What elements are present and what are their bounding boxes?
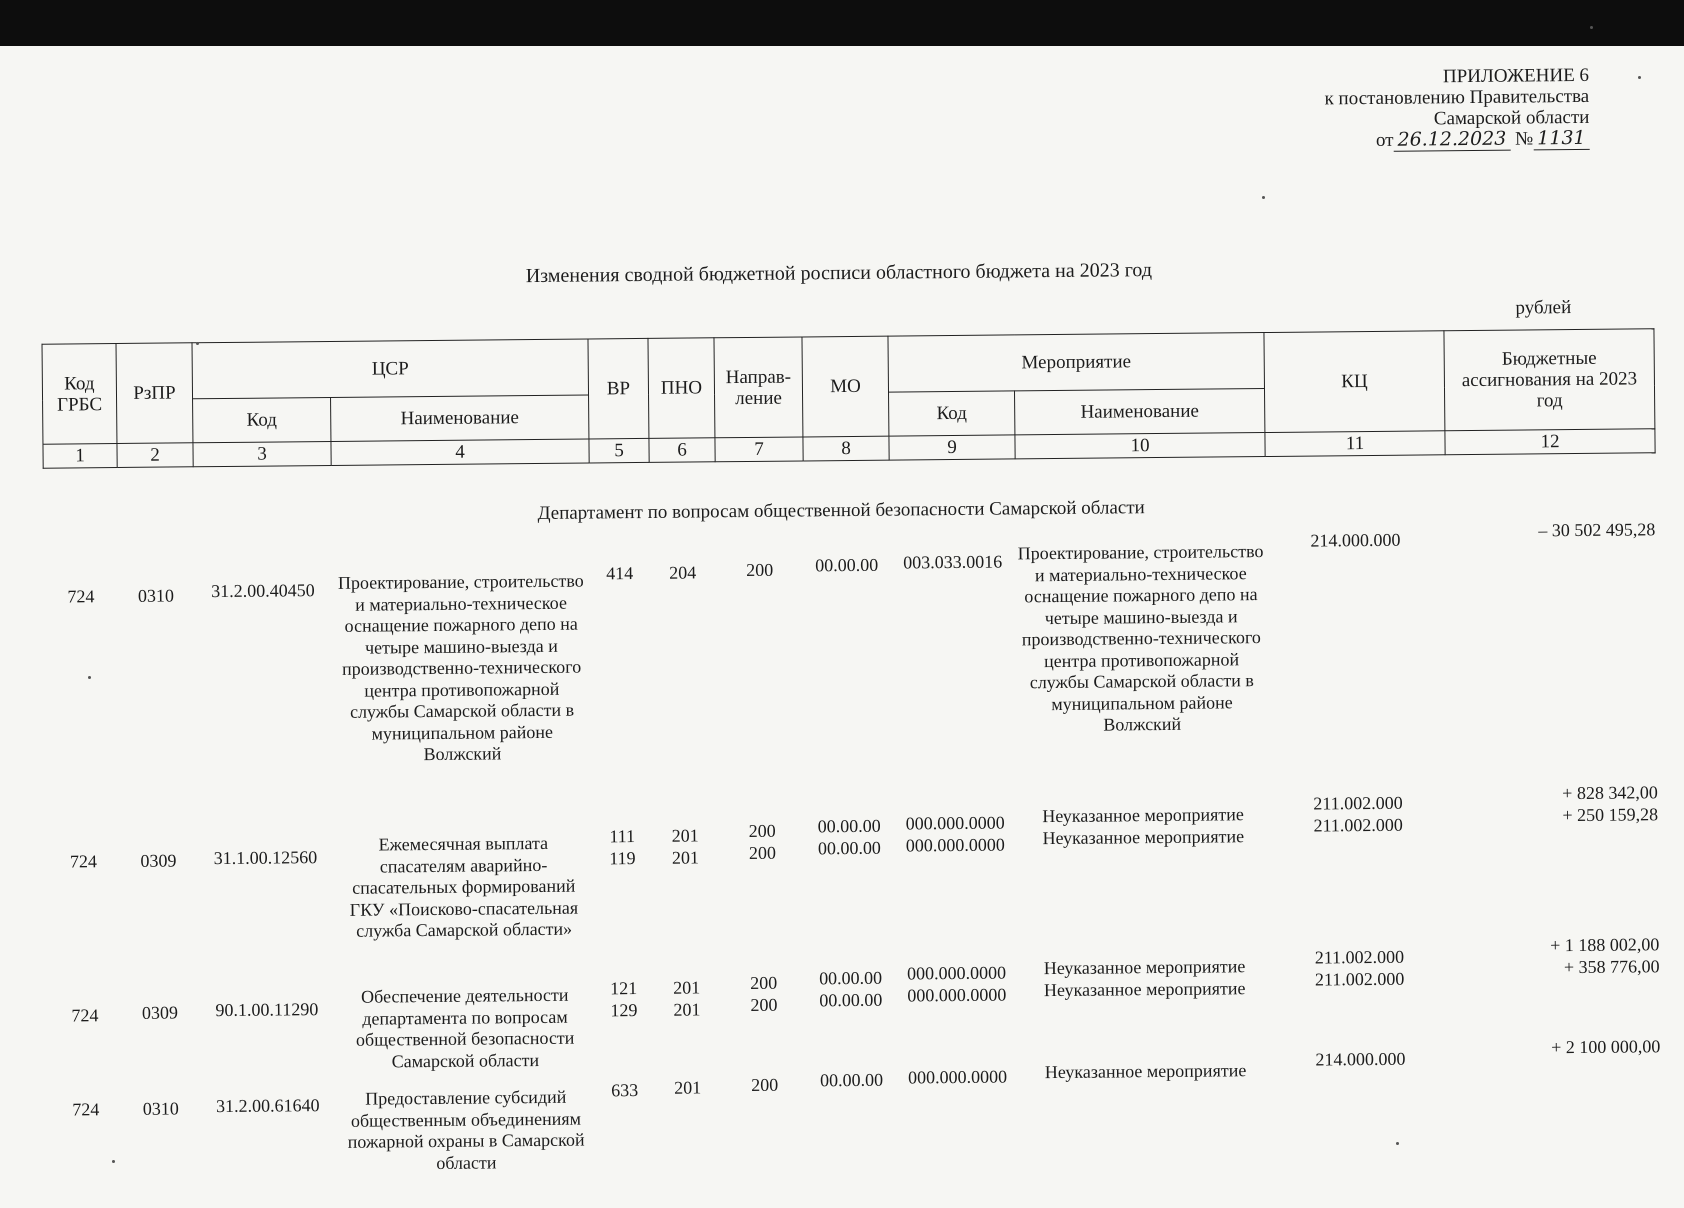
header-rzpr: РзПР (116, 343, 193, 444)
value-line: 211.002.000 (1314, 968, 1405, 990)
header-meropriyatie: Мероприятие (888, 333, 1265, 393)
number-prefix: № (1515, 128, 1534, 150)
value-line: 129 (610, 999, 638, 1020)
cell-csr: 31.2.00.61640 (215, 1095, 320, 1117)
cell-mer-kod: 000.000.0000 (907, 1066, 1008, 1088)
value-line: 000.000.0000 (905, 812, 1005, 834)
cell-rzpr: 0309 (141, 1002, 179, 1023)
header-mer-kod: Код (889, 391, 1015, 436)
cell-csr-name: Предоставление субсидий общественным объединениям пожарной охраны в Самарской области (347, 1086, 585, 1173)
cell-mo: 00.00.00 (820, 1069, 884, 1091)
date-prefix: от (1375, 129, 1394, 151)
header-kod-grbs: Код ГРБС (42, 344, 117, 445)
scan-speck (88, 676, 91, 679)
header-csr-kod: Код (193, 397, 331, 442)
cell-csr: 31.1.00.12560 (213, 847, 318, 869)
value-line: 211.002.000 (1314, 946, 1405, 968)
value-line: + 250 159,28 (1562, 803, 1659, 825)
value-line: 000.000.0000 (905, 834, 1005, 855)
value-line: 200 (748, 842, 777, 863)
value-line: 00.00.00 (817, 837, 881, 858)
appendix-line: к постановлению Правительства (1324, 85, 1590, 110)
scan-speck (1638, 76, 1641, 79)
cell-mo: 00.00.00 (815, 554, 879, 576)
cell-rzpr: 0309 (140, 850, 177, 871)
appendix-title: ПРИЛОЖЕНИЕ 6 (1442, 64, 1590, 88)
appendix-date-line (1270, 128, 1590, 152)
value-line: + 828 342,00 (1562, 782, 1658, 804)
appendix-header (1269, 65, 1590, 152)
cell-kc (1269, 946, 1449, 991)
scan-speck (196, 342, 199, 345)
value-line: 00.00.00 (819, 967, 883, 989)
cell-vr: 414 (606, 563, 634, 584)
value-line: 111 (609, 826, 636, 847)
header-mo: МО (802, 336, 889, 437)
cell-csr-name: Проектирование, строительство и материально-техническое оснащение пожарного депо на четыре машино-выезда и производственно-технического центра противопожарной службы Самарской области в муниципальном районе Волжский (337, 570, 584, 765)
cell-pno: 201 (674, 1077, 702, 1098)
cell-pno (654, 977, 720, 1021)
cell-vr (594, 978, 654, 1022)
cell-mer-name (1019, 956, 1269, 1001)
value-line: 200 (748, 820, 776, 841)
scan-speck (112, 1160, 115, 1163)
value-line: + 358 776,00 (1563, 955, 1660, 977)
cell-mer-name: Проектирование, строительство и материально-техническое оснащение пожарного депо на четыре машино-выезда и производственно-технического центра противопожарной службы Самарской области в муниципальном районе Волжский (1017, 541, 1264, 735)
column-number: 5 (589, 438, 649, 463)
cell-mer-kod (893, 962, 1019, 1006)
table-header (42, 328, 1656, 468)
value-line: 000.000.0000 (906, 962, 1007, 984)
appendix-line: Самарской области (1433, 106, 1590, 130)
column-number: 4 (331, 439, 589, 465)
cell-csr-name: Обеспечение деятельности департамента по вопросам общественной безопасности Самарской области (355, 984, 575, 1071)
scan-speck (1396, 1142, 1399, 1145)
value-line: 000.000.0000 (907, 984, 1007, 1005)
cell-amount: + 2 100 000,00 (1551, 1036, 1661, 1058)
cell-vr (592, 826, 652, 870)
value-line: Неуказанное мероприятие (1042, 825, 1245, 848)
cell-amount (1449, 934, 1659, 979)
document-title: Изменения сводной бюджетной росписи областного бюджета на 2023 год (525, 259, 1153, 288)
scan-speck (1262, 196, 1265, 199)
header-napravlenie: Направ-ление (714, 337, 803, 438)
cell-mer-name: Неуказанное мероприятие (1044, 1060, 1247, 1083)
department-heading: Департамент по вопросам общественной безопасности Самарской области (537, 497, 1145, 524)
column-number: 7 (715, 437, 803, 462)
cell-csr: 90.1.00.11290 (215, 999, 319, 1021)
table-row (48, 1036, 1661, 1173)
cell-kc: 214.000.000 (1315, 1048, 1406, 1070)
table-row (43, 519, 1656, 765)
cell-csr-name: Ежемесячная выплата спасателям аварийно-спасательных формирований ГКУ «Поисково-спасательная служба Самарской области» (349, 832, 579, 941)
column-number: 10 (1015, 433, 1265, 459)
value-line: 200 (750, 972, 778, 993)
cell-rzpr: 0310 (142, 1098, 179, 1119)
header-kc: КЦ (1264, 331, 1445, 433)
header-mer-name: Наименование (1015, 389, 1265, 435)
column-number: 11 (1265, 431, 1445, 457)
cell-napravlenie (718, 820, 806, 864)
cell-csr: 31.2.00.40450 (211, 580, 315, 602)
value-line: 201 (673, 998, 701, 1020)
column-number: 3 (193, 441, 331, 466)
cell-kc: 214.000.000 (1310, 529, 1401, 551)
value-line: 119 (609, 847, 636, 868)
table-row (46, 782, 1659, 941)
header-pno: ПНО (648, 338, 715, 439)
value-line: 201 (671, 825, 699, 846)
cell-vr: 633 (611, 1080, 639, 1101)
cell-amount: – 30 502 495,28 (1538, 519, 1656, 541)
cell-grbs: 724 (71, 1005, 99, 1026)
value-line: 211.002.000 (1313, 792, 1403, 814)
cell-napravlenie: 200 (751, 1074, 779, 1095)
column-number: 12 (1445, 429, 1655, 455)
value-line: 121 (610, 978, 638, 999)
cell-grbs: 724 (67, 586, 95, 607)
header-vr: ВР (588, 338, 649, 439)
value-line: 211.002.000 (1313, 814, 1403, 836)
handwritten-date: 26.12.2023 (1393, 128, 1510, 152)
column-number: 1 (43, 444, 117, 469)
cell-pno: 204 (669, 562, 697, 583)
cell-mer-name (1018, 804, 1268, 849)
value-line: Неуказанное мероприятие (1042, 804, 1244, 827)
column-number: 2 (117, 443, 193, 468)
header-csr: ЦСР (192, 339, 589, 399)
cell-kc (1268, 792, 1448, 837)
handwritten-number: 1131 (1533, 127, 1590, 151)
value-line: Неуказанное мероприятие (1043, 977, 1246, 1000)
cell-napravlenie (720, 972, 808, 1016)
cell-amount (1448, 782, 1658, 827)
cell-mer-kod: 003.033.0016 (903, 551, 1003, 573)
cell-mer-kod (892, 812, 1018, 856)
header-budget: Бюджетные ассигнования на 2023 год (1444, 329, 1655, 431)
cell-napravlenie: 200 (746, 559, 774, 580)
cell-mo (806, 816, 892, 860)
cell-rzpr: 0310 (137, 585, 175, 606)
header-csr-name: Наименование (331, 395, 589, 441)
scan-speck (1590, 26, 1593, 29)
cell-grbs: 724 (72, 1099, 100, 1120)
cell-pno (652, 825, 718, 869)
value-line: Неуказанное мероприятие (1043, 956, 1246, 979)
value-line: 200 (750, 994, 778, 1015)
cell-mo (808, 968, 894, 1012)
cell-grbs: 724 (69, 851, 98, 872)
column-number: 6 (649, 438, 715, 463)
value-line: 00.00.00 (819, 989, 883, 1010)
column-number: 8 (803, 436, 889, 461)
column-number: 9 (889, 435, 1015, 460)
value-line: 201 (673, 977, 701, 998)
unit-label: рублей (1515, 297, 1572, 319)
value-line: + 1 188 002,00 (1550, 934, 1660, 956)
value-line: 201 (671, 846, 700, 868)
value-line: 00.00.00 (817, 815, 881, 837)
